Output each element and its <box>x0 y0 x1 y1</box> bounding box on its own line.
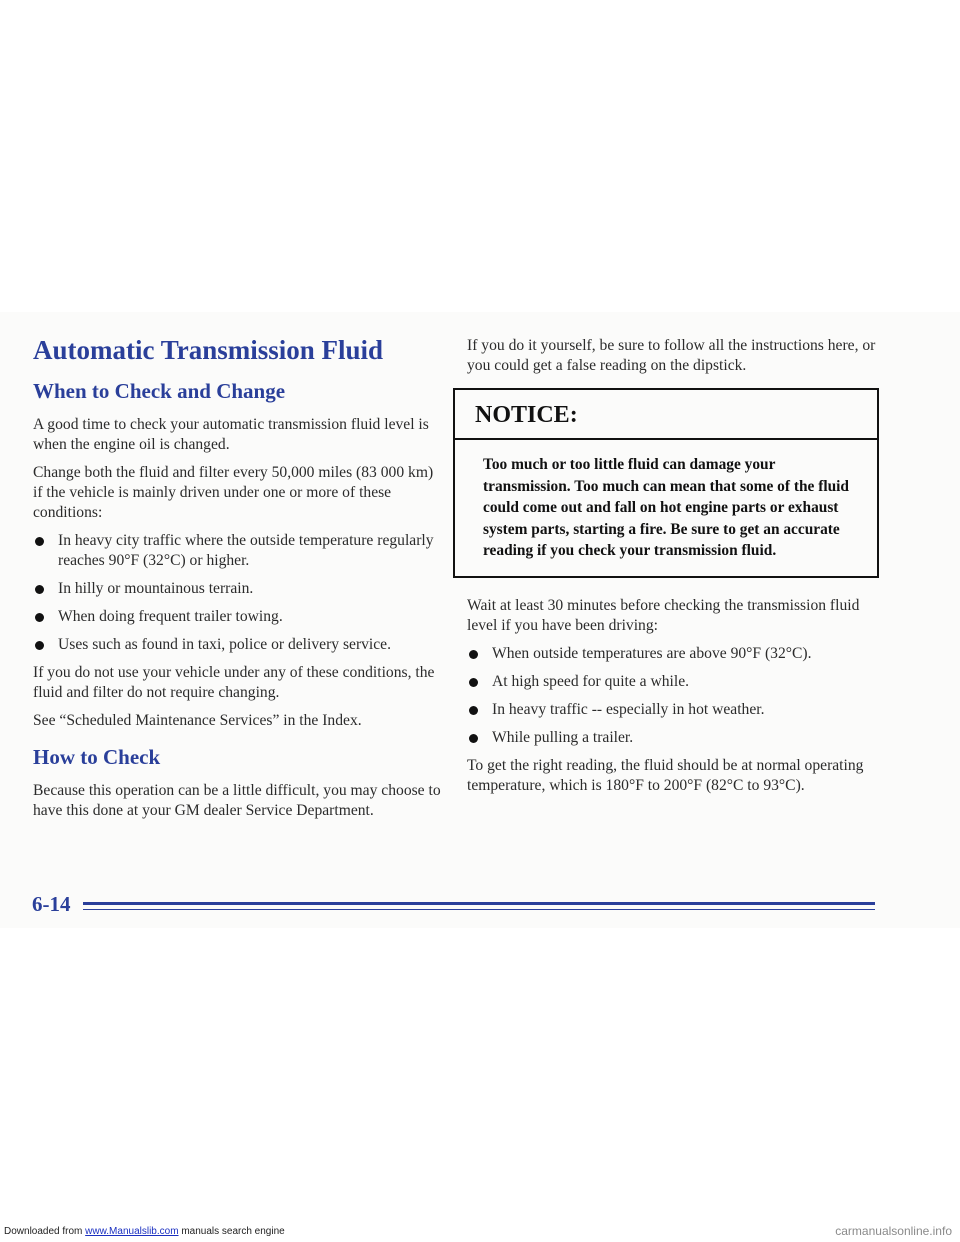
driving-conditions-list <box>467 644 887 748</box>
notice-box <box>453 388 879 578</box>
bullet-icon <box>469 650 478 659</box>
paragraph: To get the right reading, the fluid should be at normal operating temperature, which is 180°F to 200°F (82°C to 93°C). <box>467 756 864 794</box>
paragraph: If you do it yourself, be sure to follow all the instructions here, or you could get a false reading on the dipstick. <box>467 337 876 374</box>
bullet-icon <box>35 613 44 622</box>
section-heading-how-to-check: How to Check <box>33 745 161 769</box>
bullet-icon <box>35 585 44 594</box>
download-banner: Downloaded from www.Manualslib.com manuals search engine <box>4 1226 285 1237</box>
paragraph: See “Scheduled Maintenance Services” in the Index. <box>33 712 362 729</box>
list-item: In hilly or mountainous terrain. <box>33 579 443 599</box>
paragraph: Because this operation can be a little difficult, you may choose to have this done at your GM dealer Service Department. <box>33 782 441 819</box>
notice-body: Too much or too little fluid can damage your transmission. Too much can mean that some of the fluid could come out and fall on hot engine parts or exhaust system parts, starting a fire. Be sure to get an accurate reading if you check your transmission fluid. <box>483 456 849 560</box>
list-item: At high speed for quite a while. <box>467 672 887 692</box>
bullet-icon <box>469 678 478 687</box>
list-item: Uses such as found in taxi, police or delivery service. <box>33 635 443 655</box>
page-footer <box>0 892 960 926</box>
paragraph: If you do not use your vehicle under any of these conditions, the fluid and filter do not require changing. <box>33 664 435 701</box>
bullet-icon <box>469 734 478 743</box>
section-heading-when-to-check: When to Check and Change <box>33 379 286 403</box>
conditions-list <box>33 531 443 655</box>
list-item: When outside temperatures are above 90°F (32°C). <box>467 644 887 664</box>
bullet-icon <box>35 641 44 650</box>
list-item: In heavy city traffic where the outside temperature regularly reaches 90°F (32°C) or higher. <box>33 531 443 571</box>
list-item: While pulling a trailer. <box>467 728 887 748</box>
paragraph: Wait at least 30 minutes before checking the transmission fluid level if you have been driving: <box>467 596 860 634</box>
right-column <box>467 336 887 804</box>
list-item: In heavy traffic -- especially in hot weather. <box>467 700 887 720</box>
watermark: carmanualsonline.info <box>835 1224 952 1238</box>
list-item: When doing frequent trailer towing. <box>33 607 443 627</box>
footer-rule <box>83 902 875 905</box>
notice-title: NOTICE: <box>455 390 877 440</box>
bullet-icon <box>35 537 44 546</box>
left-column <box>33 333 443 829</box>
page-title: Automatic Transmission Fluid <box>33 335 384 365</box>
bullet-icon <box>469 706 478 715</box>
page-number: 6-14 <box>32 892 71 916</box>
manualslib-link[interactable]: www.Manualslib.com <box>85 1226 179 1237</box>
paragraph: Change both the fluid and filter every 50,000 miles (83 000 km) if the vehicle is mainly driven under one or more of these conditions: <box>33 464 434 521</box>
footer-rule-thin <box>83 909 875 910</box>
paragraph: A good time to check your automatic transmission fluid level is when the engine oil is changed. <box>33 416 429 453</box>
